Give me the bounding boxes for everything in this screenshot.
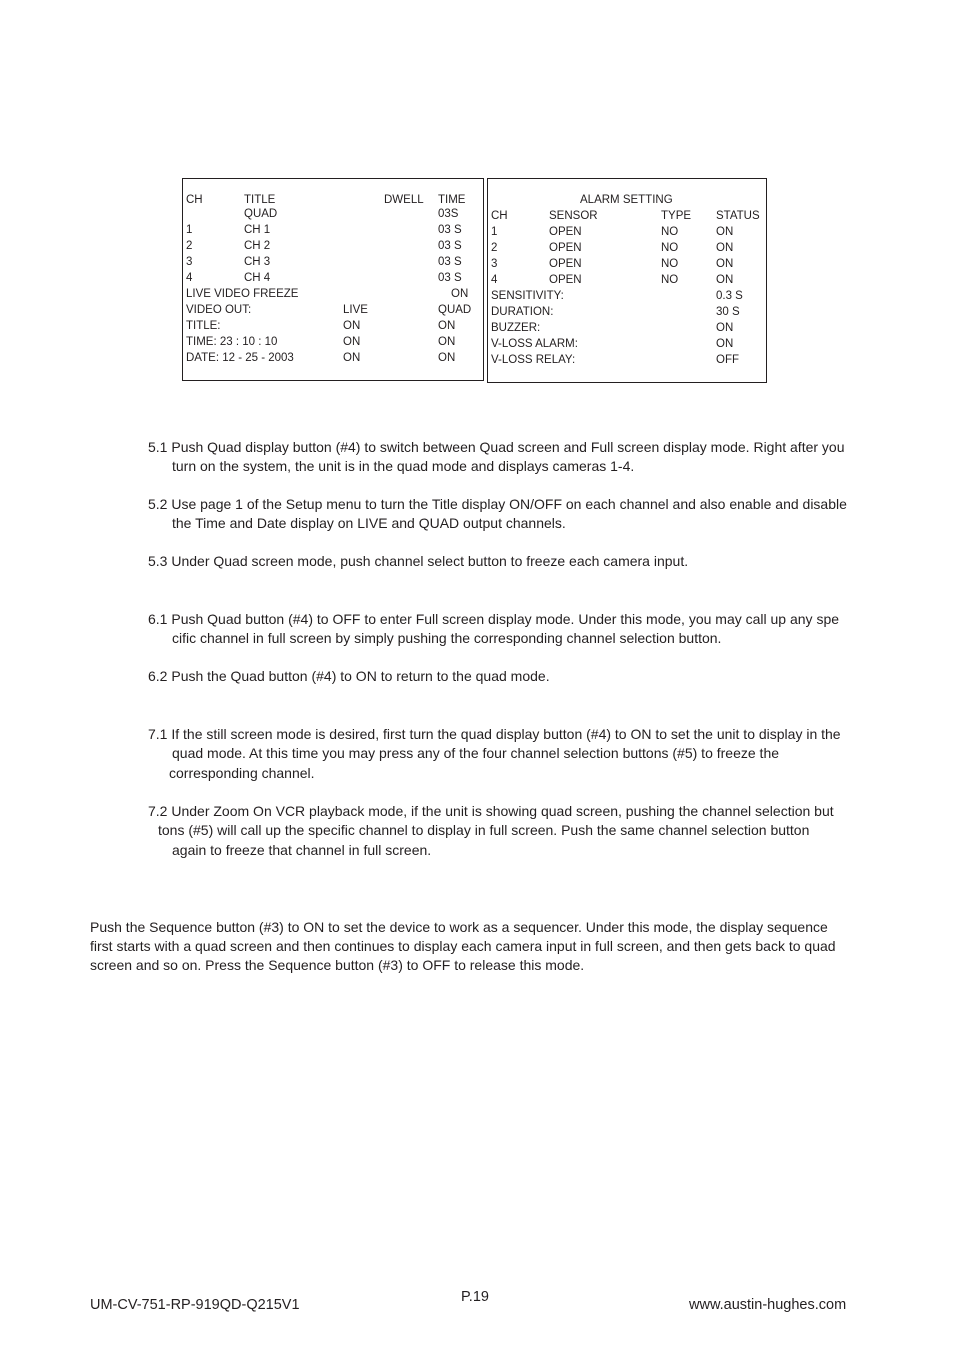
- alarm-row-sensor: OPEN: [549, 258, 582, 270]
- paragraph-line: turn on the system, the unit is in the quad mode and displays cameras 1-4.: [172, 458, 635, 474]
- setup-quad-time: 03S: [438, 208, 459, 220]
- alarm-header-sensor: SENSOR: [549, 210, 598, 222]
- paragraph-line: 5.3 Under Quad screen mode, push channel select button to freeze each camera input.: [148, 553, 689, 569]
- alarm-row-status: ON: [716, 274, 734, 286]
- alarm-row-type: NO: [661, 274, 679, 286]
- paragraph-line: 5.2 Use page 1 of the Setup menu to turn the Title display ON/OFF on each channel and also enable and disable: [148, 496, 847, 512]
- paragraph-line: cific channel in full screen by simply pushing the corresponding channel selection button.: [172, 630, 722, 646]
- alarm-row-type: NO: [661, 242, 679, 254]
- setup-ch-title: CH 3: [244, 256, 271, 268]
- alarm-param-value: ON: [716, 338, 734, 350]
- paragraph-line: 6.2 Push the Quad button (#4) to ON to return to the quad mode.: [148, 668, 550, 684]
- alarm-row-sensor: OPEN: [549, 274, 582, 286]
- setting-live: ON: [343, 320, 361, 332]
- alarm-row-ch: 1: [491, 226, 498, 238]
- setting-live: ON: [343, 352, 361, 364]
- paragraph-line: the Time and Date display on LIVE and QUAD output channels.: [172, 515, 566, 531]
- footer-page-number: P.19: [461, 1289, 489, 1305]
- live-video-freeze-label: LIVE VIDEO FREEZE: [186, 288, 299, 300]
- setup-ch-number: 4: [186, 272, 193, 284]
- alarm-param-label: V-LOSS RELAY:: [491, 354, 576, 366]
- alarm-row-ch: 2: [491, 242, 498, 254]
- setting-quad: ON: [438, 320, 456, 332]
- setup-header-dwell: DWELL: [384, 194, 424, 206]
- setting-live: ON: [343, 336, 361, 348]
- setting-label: DATE: 12 - 25 - 2003: [186, 352, 294, 364]
- paragraph-line: quad mode. At this time you may press any of the four channel selection buttons (#5) to freeze the: [172, 745, 780, 761]
- alarm-param-label: V-LOSS ALARM:: [491, 338, 578, 350]
- setup-ch-time: 03 S: [438, 224, 462, 236]
- alarm-param-label: DURATION:: [491, 306, 554, 318]
- setup-ch-title: CH 4: [244, 272, 271, 284]
- setting-label: TITLE:: [186, 320, 221, 332]
- paragraph-line: 6.1 Push Quad button (#4) to OFF to enter Full screen display mode. Under this mode, you may call up any spe: [148, 611, 840, 627]
- alarm-param-value: ON: [716, 322, 734, 334]
- setup-quad-title: QUAD: [244, 208, 278, 220]
- footer-doc-code: UM-CV-751-RP-919QD-Q215V1: [90, 1297, 300, 1313]
- setup-header-time: TIME: [438, 194, 466, 206]
- setting-label: VIDEO OUT:: [186, 304, 252, 316]
- paragraph-line: 5.1 Push Quad display button (#4) to switch between Quad screen and Full screen display mode. Right after you: [148, 439, 845, 455]
- setting-label: TIME: 23 : 10 : 10: [186, 336, 278, 348]
- paragraph-line: 7.1 If the still screen mode is desired, first turn the quad display button (#4) to ON to set the unit to display in the: [148, 726, 841, 742]
- alarm-row-type: NO: [661, 226, 679, 238]
- paragraph-line: corresponding channel.: [169, 765, 315, 781]
- alarm-row-sensor: OPEN: [549, 242, 582, 254]
- setup-ch-time: 03 S: [438, 272, 462, 284]
- setup-ch-time: 03 S: [438, 256, 462, 268]
- alarm-row-status: ON: [716, 226, 734, 238]
- alarm-param-label: BUZZER:: [491, 322, 541, 334]
- alarm-header-type: TYPE: [661, 210, 692, 222]
- setup-ch-number: 1: [186, 224, 193, 236]
- alarm-header-ch: CH: [491, 210, 508, 222]
- setup-ch-title: CH 1: [244, 224, 271, 236]
- alarm-param-value: 30 S: [716, 306, 740, 318]
- alarm-row-ch: 4: [491, 274, 498, 286]
- alarm-header-status: STATUS: [716, 210, 760, 222]
- footer-website: www.austin-hughes.com: [689, 1297, 847, 1313]
- setup-ch-title: CH 2: [244, 240, 271, 252]
- setting-quad: ON: [438, 352, 456, 364]
- paragraph-line: tons (#5) will call up the specific channel to display in full screen. Push the same channel selection button: [158, 822, 810, 838]
- alarm-row-sensor: OPEN: [549, 226, 582, 238]
- alarm-param-label: SENSITIVITY:: [491, 290, 564, 302]
- paragraph-line: 7.2 Under Zoom On VCR playback mode, if the unit is showing quad screen, pushing the channel selection but: [148, 803, 834, 819]
- setup-header-ch: CH: [186, 194, 203, 206]
- alarm-table-title: ALARM SETTING: [580, 194, 673, 206]
- paragraph-line: first starts with a quad screen and then continues to display each camera input in full screen, and then gets back to quad: [90, 938, 836, 954]
- paragraph-line: again to freeze that channel in full screen.: [172, 842, 432, 858]
- setup-ch-time: 03 S: [438, 240, 462, 252]
- setup-ch-number: 3: [186, 256, 193, 268]
- alarm-param-value: 0.3 S: [716, 290, 743, 302]
- setting-quad: QUAD: [438, 304, 472, 316]
- paragraph-line: screen and so on. Press the Sequence button (#3) to OFF to release this mode.: [90, 957, 585, 973]
- alarm-row-type: NO: [661, 258, 679, 270]
- setup-header-title: TITLE: [244, 194, 276, 206]
- alarm-param-value: OFF: [716, 354, 739, 366]
- setting-quad: ON: [438, 336, 456, 348]
- alarm-row-status: ON: [716, 258, 734, 270]
- alarm-row-ch: 3: [491, 258, 498, 270]
- paragraph-line: Push the Sequence button (#3) to ON to set the device to work as a sequencer. Under this mode, the display sequence: [90, 919, 828, 935]
- live-video-freeze-value: ON: [451, 288, 469, 300]
- setting-live: LIVE: [343, 304, 368, 316]
- setup-ch-number: 2: [186, 240, 193, 252]
- alarm-row-status: ON: [716, 242, 734, 254]
